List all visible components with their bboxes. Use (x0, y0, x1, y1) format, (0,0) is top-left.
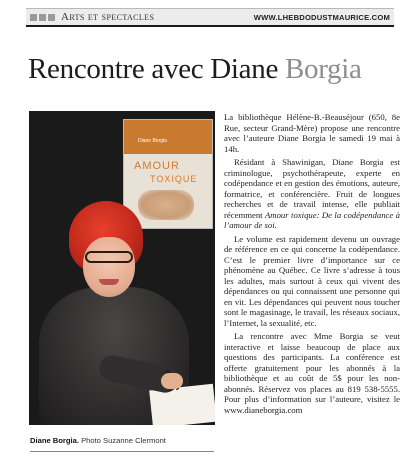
author-website-link[interactable]: www.dianeborgia.com (224, 404, 303, 415)
phone-number[interactable]: 819 538-5555 (347, 383, 398, 394)
photo-caption (30, 436, 216, 445)
square-icon (48, 14, 55, 21)
headline-surname: Borgia (284, 53, 362, 85)
book-title-ref: Amour toxique: De la codépendance à l’amour de soi. (224, 209, 401, 230)
square-icon (39, 14, 46, 21)
headline (28, 52, 398, 86)
section-squares-icon (30, 14, 55, 21)
headline-main: Rencontre avec Diane (28, 53, 285, 85)
section-header (26, 8, 394, 27)
caption-name: Diane Borgia. (30, 436, 79, 445)
glasses (85, 251, 133, 263)
article-paragraph: Résidant à Shawinigan, Diane Borgia est criminologue, psychothérapeute, experte en codépendance et en gestion des émotions, auteure, formatrice, et conférencière. Fruit de longues recherches et de travail intense, elle publiait récemment Amour toxique: De la codépendance à l’amour de soi. (224, 157, 401, 230)
book-cover (123, 119, 213, 229)
article-paragraph: Le volume est rapidement devenu un ouvrage de référence en ce qui concerne la codépendance. C’est le premier livre d’importance sur ce phénomène au Québec. Ce livre s’adresse à tous les adultes, mais surtout à ceux qui vivent des dépendances ou qui connaissent une personne qui en vit. Les dépendances qui peuvent nous toucher sont le magasinage, le travail, les réseaux sociaux, l’Internet, la sexualité, etc. (224, 233, 400, 328)
smile (99, 279, 119, 285)
person-hand (161, 373, 183, 389)
article-body (224, 112, 400, 418)
book-author: Diane Borgia (138, 138, 167, 144)
caption-credit: Photo Suzanne Clermont (78, 436, 166, 445)
book-title-2: TOXIQUE (150, 174, 198, 184)
square-icon (30, 14, 37, 21)
caption-divider (30, 451, 214, 452)
author-photo (29, 111, 215, 425)
book-poster (123, 111, 215, 231)
person-face (83, 237, 135, 297)
site-url[interactable]: WWW.LHEBDODUSTMAURICE.COM (253, 12, 390, 22)
article-paragraph: La bibliothèque Hélène-B.-Beauséjour (650, 8e Rue, secteur Grand-Mère) propose une rencontre avec l’auteure Diane Borgia le samedi 19 mai à 14h. (224, 112, 400, 154)
section-label: Arts et spectacles (61, 11, 155, 23)
article-paragraph: La rencontre avec Mme Borgia se veut interactive et laisse beaucoup de place aux questions des participants. La conférence est offerte gratuitement pour les abonnés à la bibliothèque et au coût de 5$ pour les non-abonnés. Réservez vos places au 819 538-5555. Pour plus d’information sur l’auteure, visitez le www.dianeborgia.com (224, 331, 400, 415)
book-title-1: AMOUR (134, 160, 180, 172)
